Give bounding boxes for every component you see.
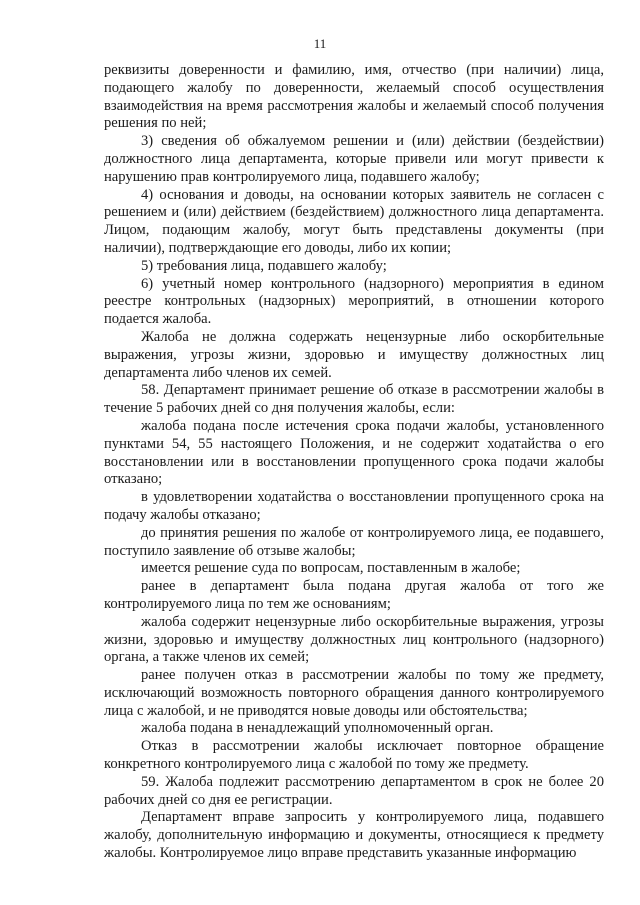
paragraph-clause-59: 59. Жалоба подлежит рассмотрению департаментом в срок не более 20 рабочих дней со дня ее регистрации. <box>104 773 604 808</box>
paragraph-refusal-reason: жалоба подана в ненадлежащий уполномоченный орган. <box>141 720 494 737</box>
paragraph-clause-58: 58. Департамент принимает решение об отказе в рассмотрении жалобы в течение 5 рабочих дней со дня получения жалобы, если: <box>104 382 604 417</box>
paragraph-item-3: 3) сведения об обжалуемом решении и (или) действии (бездействии) должностного лица департамента, которые привели или могут привести к нарушению прав контролируемого лица, подавшего жалобу; <box>104 133 604 185</box>
paragraph-item-6: 6) учетный номер контрольного (надзорного) мероприятия в едином реестре контрольных (надзорных) мероприятий, в отношении которого подается жалоба. <box>104 275 604 328</box>
paragraph-additional-info: Департамент вправе запросить у контролируемого лица, подавшего жалобу, дополнительную информацию и документы, относящиеся к предмету жалобы. Контролируемое лицо вправе представить указанные информацию <box>104 809 604 862</box>
paragraph-refusal-reason: ранее в департамент была подана другая жалоба от того же контролируемого лица по тем же основаниям; <box>104 578 604 612</box>
document-body <box>104 62 604 863</box>
paragraph-refusal-effect: Отказ в рассмотрении жалобы исключает повторное обращение конкретного контролируемого лица с жалобой по тому же предмету. <box>104 738 604 773</box>
paragraph-continuation: реквизиты доверенности и фамилию, имя, отчество (при наличии) лица, подающего жалобу по доверенности, желаемый способ осуществления взаимодействия на время рассмотрения жалобы и желаемый способ получения решения по ней; <box>104 62 604 132</box>
paragraph-refusal-reason: жалоба подана после истечения срока подачи жалобы, установленного пунктами 54, 55 настоящего Положения, и не содержит ходатайства о его восстановлении или в восстановлении пропущенного срока подачи жалобы отказано; <box>104 417 604 488</box>
paragraph-refusal-reason: жалоба содержит нецензурные либо оскорбительные выражения, угрозы жизни, здоровью и имуществу должностных лиц контрольного (надзорного) органа, а также членов их семей; <box>104 613 604 666</box>
paragraph-refusal-reason: имеется решение суда по вопросам, поставленным в жалобе; <box>141 560 521 577</box>
paragraph-refusal-reason: ранее получен отказ в рассмотрении жалобы по тому же предмету, исключающий возможность повторного обращения данного контролируемого лица с жалобой, и не приводятся новые доводы или обстоятельства; <box>104 667 604 719</box>
paragraph-refusal-reason: в удовлетворении ходатайства о восстановлении пропущенного срока на подачу жалобы отказано; <box>104 489 604 523</box>
paragraph-item-4: 4) основания и доводы, на основании которых заявитель не согласен с решением и (или) действием (бездействием) должностного лица департамента. Лицом, подающим жалобу, могут быть представлены документы (при наличии), подтверждающие его доводы, либо их копии; <box>104 186 604 256</box>
paragraph-refusal-reason: до принятия решения по жалобе от контролируемого лица, ее подавшего, поступило заявление об отзыве жалобы; <box>104 524 604 559</box>
paragraph-item-5: 5) требования лица, подавшего жалобу; <box>141 257 387 274</box>
page-number: 11 <box>313 36 327 51</box>
paragraph-complaint-content: Жалоба не должна содержать нецензурные либо оскорбительные выражения, угрозы жизни, здоровью и имуществу должностных лиц департамента либо членов их семей. <box>104 328 604 381</box>
